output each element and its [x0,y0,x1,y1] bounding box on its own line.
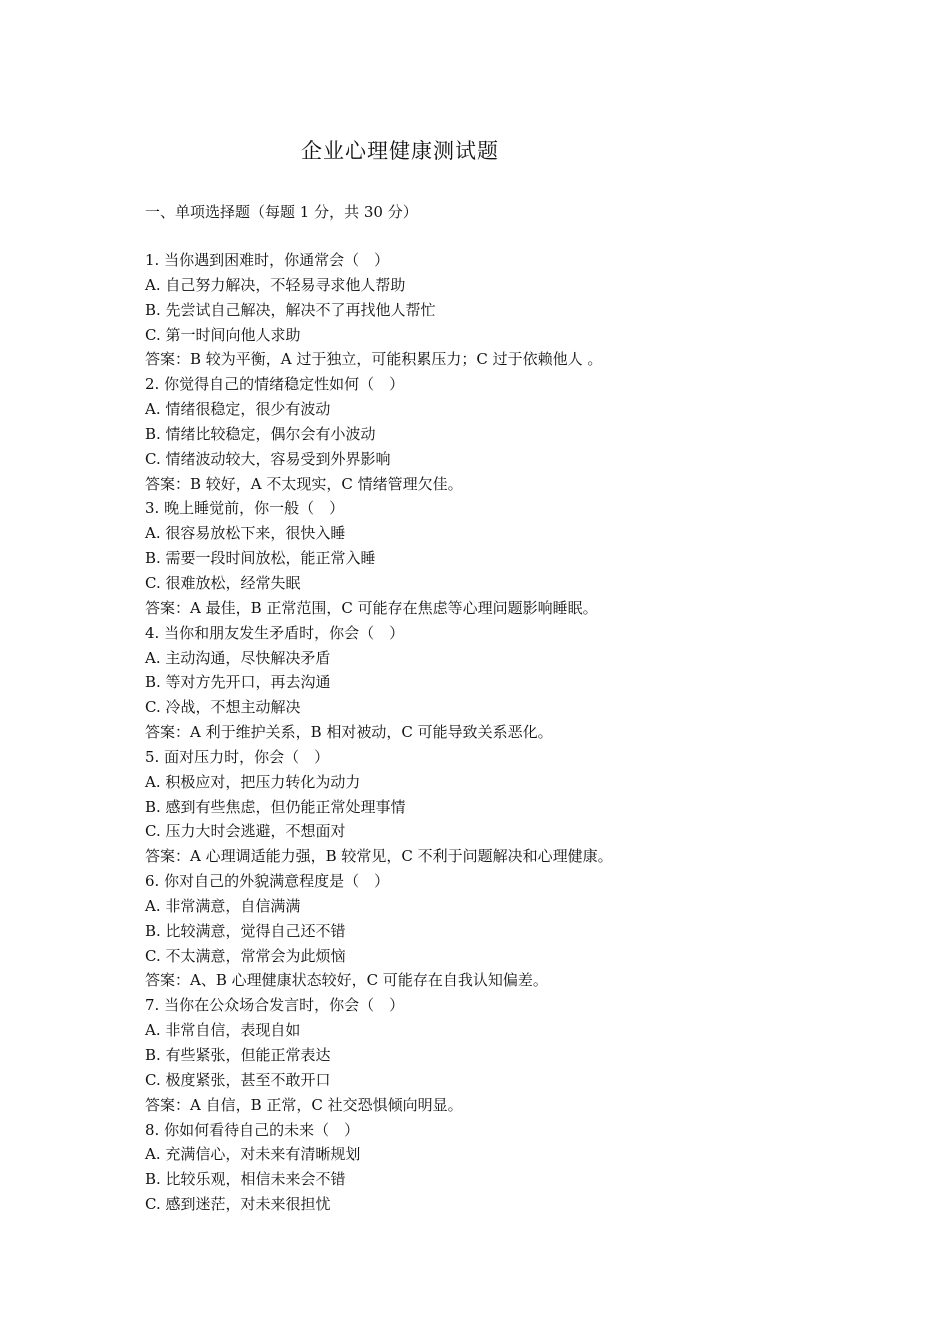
question-3-option-a: A. 很容易放松下来，很快入睡 [145,524,346,543]
question-1-answer: 答案：B 较为平衡，A 过于独立，可能积累压力；C 过于依赖他人 。 [145,350,603,369]
question-5-text: 5. 面对压力时，你会（ ） [145,747,330,766]
question-3-option-c: C. 很难放松，经常失眠 [145,573,301,592]
question-list [145,248,865,1217]
question-7-option-c: C. 极度紧张，甚至不敢开口 [145,1070,331,1089]
question-4-option-c: C. 冷战，不想主动解决 [145,698,301,717]
question-1-text: 1. 当你遇到困难时，你通常会（ ） [145,251,390,269]
question-7-text: 7. 当你在公众场合发言时，你会（ ） [145,996,405,1015]
question-2-text: 2. 你觉得自己的情绪稳定性如何（ ） [145,375,405,394]
question-2-option-c: C. 情绪波动较大，容易受到外界影响 [145,449,391,468]
question-6-answer: 答案：A、B 心理健康状态较好，C 可能存在自我认知偏差。 [145,971,548,990]
section-heading: 一、单项选择题（每题 1 分，共 30 分） [145,203,418,221]
question-1-option-a: A. 自己努力解决，不轻易寻求他人帮助 [145,275,406,294]
question-2-option-a: A. 情绪很稳定，很少有波动 [145,400,331,419]
question-6-option-a: A. 非常满意，自信满满 [145,896,301,915]
question-7-option-a: A. 非常自信，表现自如 [145,1021,301,1040]
question-1-option-b: B. 先尝试自己解决，解决不了再找他人帮忙 [145,300,436,319]
question-5-answer: 答案：A 心理调适能力强，B 较常见，C 不利于问题解决和心理健康。 [145,847,613,866]
question-6-option-b: B. 比较满意，觉得自己还不错 [145,921,346,940]
question-3-answer: 答案：A 最佳，B 正常范围，C 可能存在焦虑等心理问题影响睡眠。 [145,598,598,617]
question-8-option-a: A. 充满信心，对未来有清晰规划 [145,1145,361,1164]
document-title: 企业心理健康测试题 [301,139,499,163]
question-2-option-b: B. 情绪比较稳定，偶尔会有小波动 [145,424,376,443]
question-7-answer: 答案：A 自信，B 正常，C 社交恐惧倾向明显。 [145,1095,463,1114]
question-4-option-a: A. 主动沟通，尽快解决矛盾 [145,648,331,667]
question-7-option-b: B. 有些紧张，但能正常表达 [145,1046,331,1064]
question-5-option-a: A. 积极应对，把压力转化为动力 [145,772,361,791]
question-3-option-b: B. 需要一段时间放松，能正常入睡 [145,549,376,568]
question-5-option-b: B. 感到有些焦虑，但仍能正常处理事情 [145,797,406,816]
question-8-option-c: C. 感到迷茫，对未来很担忧 [145,1195,331,1214]
question-4-answer: 答案：A 利于维护关系，B 相对被动，C 可能导致关系恶化。 [145,723,553,742]
question-4-text: 4. 当你和朋友发生矛盾时，你会（ ） [145,623,405,642]
question-5-option-c: C. 压力大时会逃避，不想面对 [145,822,346,841]
question-8-option-b: B. 比较乐观，相信未来会不错 [145,1170,346,1189]
question-8-text: 8. 你如何看待自己的未来（ ） [145,1120,360,1139]
question-1-option-c: C. 第一时间向他人求助 [145,325,301,344]
question-4-option-b: B. 等对方先开口，再去沟通 [145,673,331,692]
question-6-option-c: C. 不太满意，常常会为此烦恼 [145,946,346,965]
question-3-text: 3. 晚上睡觉前，你一般（ ） [145,499,345,518]
question-2-answer: 答案：B 较好，A 不太现实，C 情绪管理欠佳。 [145,474,463,493]
question-6-text: 6. 你对自己的外貌满意程度是（ ） [145,872,390,891]
